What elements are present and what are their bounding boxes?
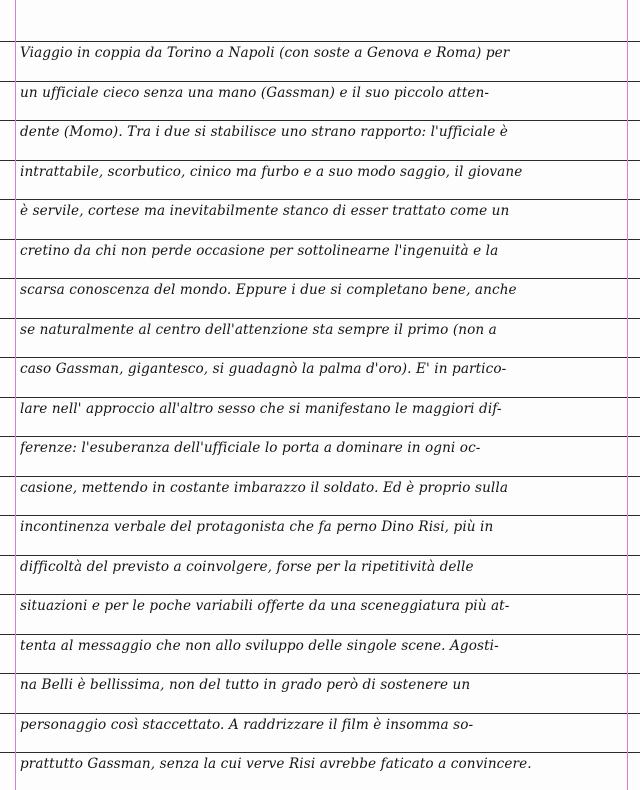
text-line: Viaggio in coppia da Torino a Napoli (con soste a Genova e Roma) per (20, 45, 510, 61)
text-line: personaggio così staccettato. A raddrizzare il film è insomma so- (20, 716, 474, 733)
text-line: tenta al messaggio che non allo sviluppo delle singole scene. Agosti- (20, 637, 499, 654)
text-line: intrattabile, scorbutico, cinico ma furbo e a suo modo saggio, il giovane (20, 163, 523, 180)
text-line: situazioni e per le poche variabili offerte da una sceneggiatura più at- (20, 598, 510, 614)
right-margin-line (627, 0, 628, 790)
text-line: ferenze: l'esuberanza dell'ufficiale lo porta a dominare in ogni oc- (20, 440, 481, 456)
text-line: lare nell' approccio all'altro sesso che si manifestano le maggiori dif- (20, 400, 502, 417)
left-margin-line (15, 0, 16, 790)
text-line: dente (Momo). Tra i due si stabilisce uno strano rapporto: l'ufficiale è (20, 124, 508, 140)
text-line: incontinenza verbale del protagonista che fa perno Dino Risi, più in (20, 519, 494, 535)
text-line: casione, mettendo in costante imbarazzo il soldato. Ed è proprio sulla (20, 479, 509, 496)
text-line: se naturalmente al centro dell'attenzione sta sempre il primo (non a (20, 321, 497, 338)
text-line: cretino da chi non perde occasione per sottolinearne l'ingenuità e la (20, 242, 499, 259)
text-line: caso Gassman, gigantesco, si guadagnò la palma d'oro). E' in partico- (20, 361, 507, 377)
text-line: prattutto Gassman, senza la cui verve Risi avrebbe faticato a convincere. (20, 756, 532, 772)
handwritten-text (20, 34, 624, 785)
text-line: un ufficiale cieco senza una mano (Gassman) e il suo piccolo atten- (20, 84, 490, 101)
text-line: na Belli è bellissima, non del tutto in grado però di sostenere un (20, 677, 471, 693)
text-line: difficoltà del previsto a coinvolgere, forse per la ripetitività delle (20, 558, 474, 575)
text-line: scarsa conoscenza del mondo. Eppure i due si completano bene, anche (20, 282, 517, 298)
text-line: è servile, cortese ma inevitabilmente stanco di esser trattato come un (20, 203, 510, 219)
